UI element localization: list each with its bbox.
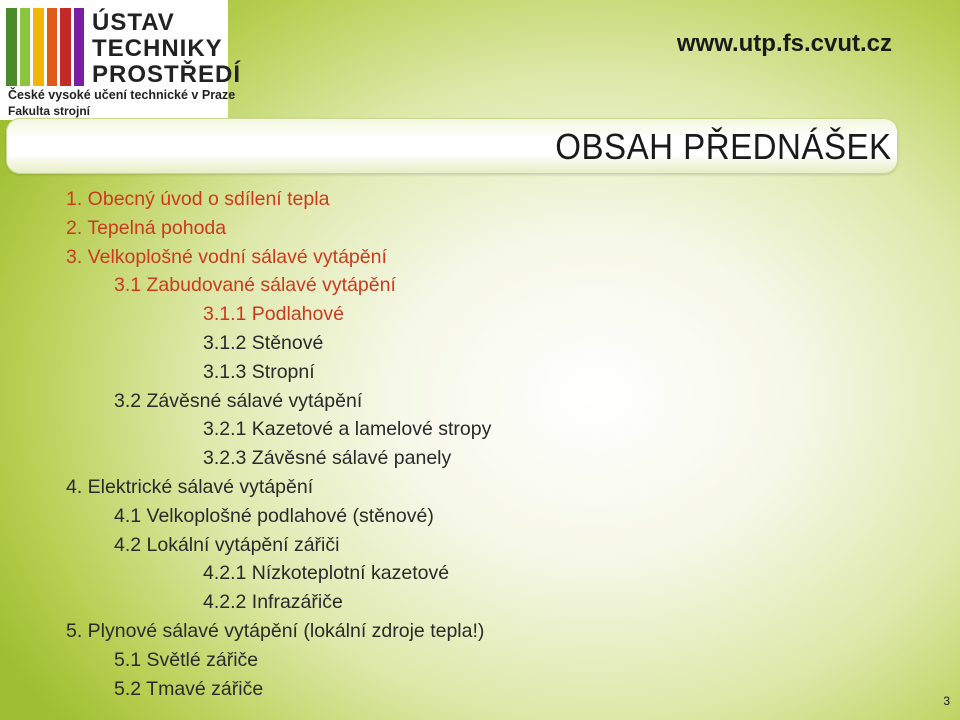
outline-item: 4. Elektrické sálavé vytápění: [66, 476, 314, 498]
outline-item: 1. Obecný úvod o sdílení tepla: [66, 188, 330, 210]
outline-item: 5.1 Světlé zářiče: [114, 648, 259, 671]
outline-item: 3. Velkoplošné vodní sálavé vytápění: [66, 245, 387, 268]
outline-item: 3.2.3 Závěsné sálavé panely: [203, 447, 452, 470]
logo-bar: [60, 8, 71, 86]
logo-faculty: Fakulta strojní: [8, 104, 91, 118]
outline-item: 4.2 Lokální vytápění zářiči: [114, 533, 340, 556]
outline-item: 3.2 Závěsné sálavé vytápění: [114, 389, 363, 412]
logo-line-1: ÚSTAV: [92, 9, 175, 36]
outline-item: 5. Plynové sálavé vytápění (lokální zdroje tepla!): [66, 620, 485, 642]
logo-bar: [47, 8, 58, 86]
institute-logo: [0, 0, 242, 120]
outline-item: 4.2.1 Nízkoteplotní kazetové: [203, 562, 450, 585]
outline-item: 3.1.3 Stropní: [203, 360, 315, 383]
logo-line-3: PROSTŘEDÍ: [92, 61, 242, 88]
outline-item: 3.2.1 Kazetové a lamelové stropy: [203, 418, 492, 441]
logo-wordmark: [92, 10, 241, 88]
outline-item: 4.1 Velkoplošné podlahové (stěnové): [114, 504, 434, 527]
logo-line-2: TECHNIKY: [92, 35, 223, 62]
logo-university: České vysoké učení technické v Praze: [8, 88, 236, 102]
logo-bar: [74, 8, 85, 86]
outline-item: 3.1.2 Stěnové: [203, 332, 324, 354]
logo-bar: [6, 8, 17, 86]
outline-item: 2. Tepelná pohoda: [66, 216, 227, 239]
outline-item: 4.2.2 Infrazářiče: [203, 591, 343, 614]
logo-bar: [20, 8, 31, 86]
website-url[interactable]: www.utp.fs.cvut.cz: [676, 30, 892, 57]
outline-item: 3.1.1 Podlahové: [203, 303, 344, 326]
logo-bars-icon: [6, 8, 84, 86]
outline-item: 5.2 Tmavé zářiče: [114, 677, 264, 700]
outline-item: 3.1 Zabudované sálavé vytápění: [114, 274, 396, 297]
page-number: 3: [943, 694, 950, 708]
slide-title: OBSAH PŘEDNÁŠEK: [555, 126, 892, 167]
logo-bar: [33, 8, 44, 86]
